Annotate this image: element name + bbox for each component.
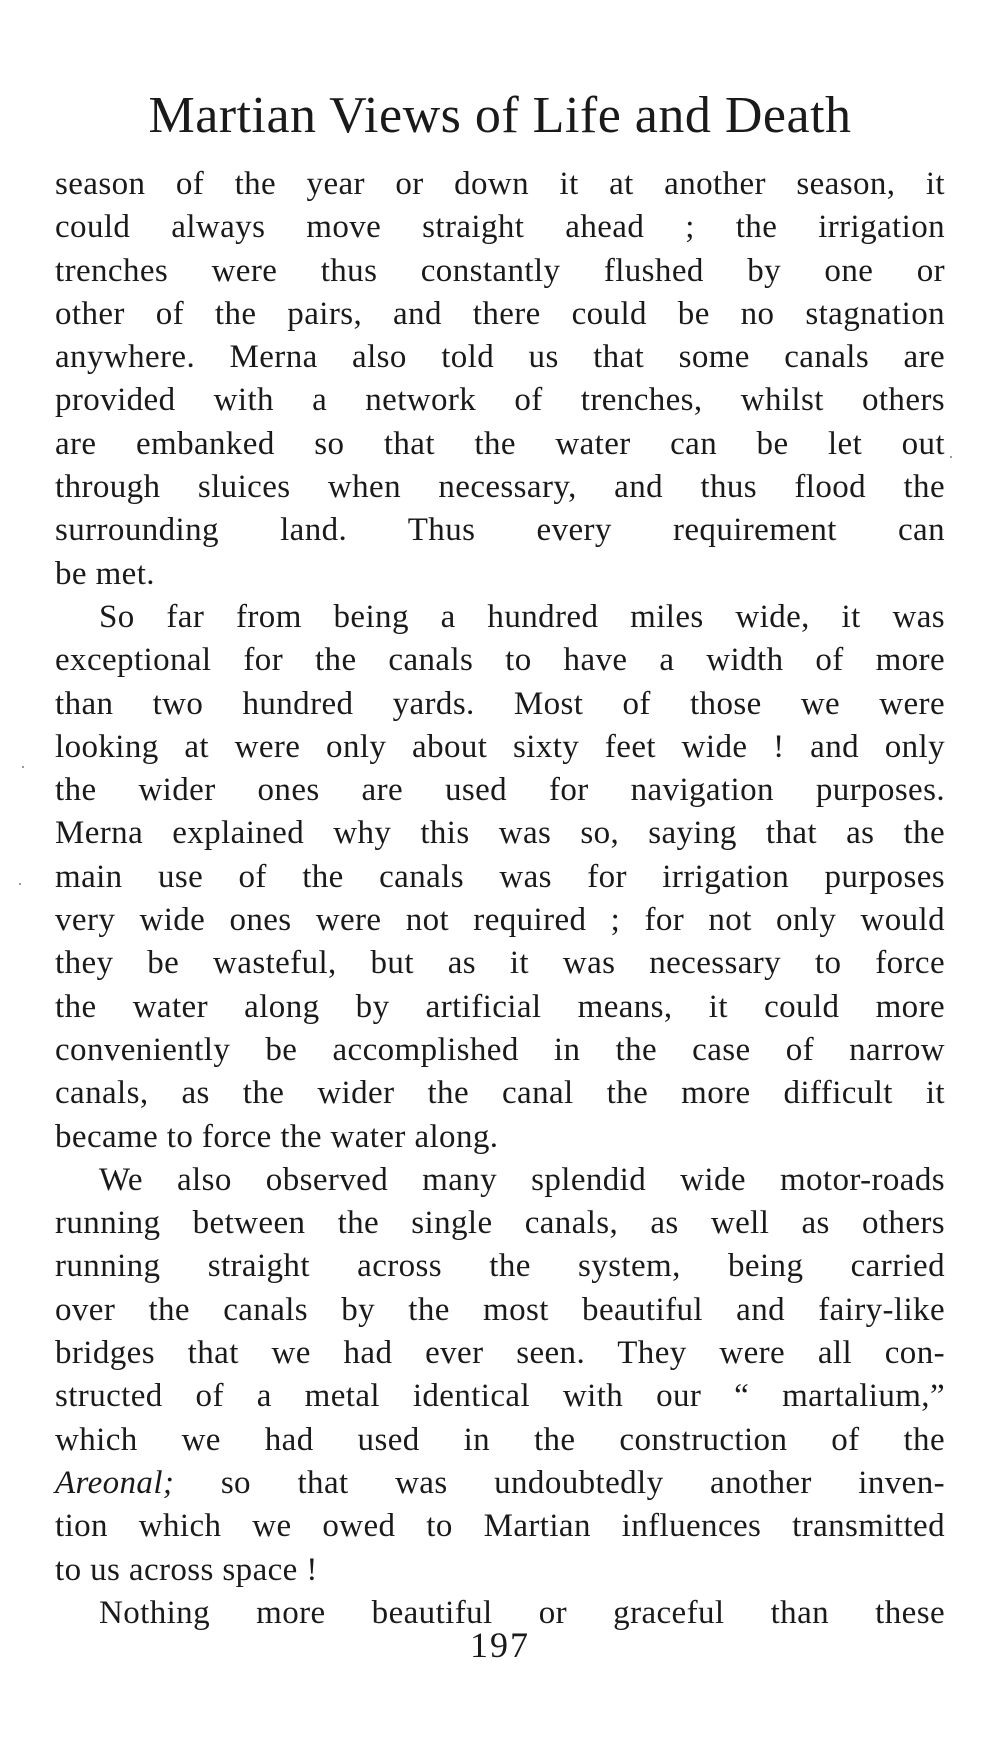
text-line: bridges that we had ever seen. They were all con- <box>55 1335 945 1372</box>
text-line: running straight across the system, being carried <box>55 1248 945 1285</box>
paragraph <box>55 596 945 1159</box>
ship-name: Areonal; <box>55 1464 175 1501</box>
text-line: conveniently be accomplished in the case of narrow <box>55 1031 945 1068</box>
text-line: Merna explained why this was so, saying that as the <box>55 815 945 852</box>
text-line: through sluices when necessary, and thus flood the <box>55 469 945 506</box>
text-line: are embanked so that the water can be let out <box>55 425 945 462</box>
text-line: surrounding land. Thus every requirement can <box>55 512 945 549</box>
body-text <box>55 163 945 1635</box>
page-number: 197 <box>470 1625 530 1665</box>
text-line: season of the year or down it at another season, it <box>55 166 945 202</box>
text-line: became to force the water along. <box>55 1118 499 1155</box>
text-line: to us across space ! <box>55 1551 318 1588</box>
text-line: running between the single canals, as well as others <box>55 1205 945 1242</box>
text-line: which we had used in the construction of the <box>55 1421 945 1458</box>
text-line <box>55 1462 945 1505</box>
scan-speck <box>22 766 24 768</box>
text-line: the wider ones are used for navigation purposes. <box>55 772 945 809</box>
text-line: tion which we owed to Martian influences transmitted <box>55 1508 945 1545</box>
text-line: be met. <box>55 555 155 592</box>
text-line: So far from being a hundred miles wide, it was <box>99 598 945 635</box>
text-line: provided with a network of trenches, whilst others <box>55 382 945 419</box>
text-line: the water along by artificial means, it could more <box>55 988 945 1025</box>
text-fragment: so that was undoubtedly another inven- <box>220 1464 945 1501</box>
text-line: Nothing more beautiful or graceful than these <box>99 1594 945 1631</box>
text-line: main use of the canals was for irrigation purposes <box>55 858 945 895</box>
text-line: than two hundred yards. Most of those we were <box>55 685 945 722</box>
text-line: over the canals by the most beautiful and fairy-like <box>55 1291 945 1328</box>
text-line: trenches were thus constantly flushed by one or <box>55 252 945 289</box>
text-line: other of the pairs, and there could be no stagnation <box>55 295 945 332</box>
text-line: could always move straight ahead ; the irrigation <box>55 209 945 246</box>
running-head-title: Martian Views of Life and Death <box>148 87 852 144</box>
paragraph <box>55 1159 945 1592</box>
text-line: structed of a metal identical with our “ martalium,” <box>55 1378 945 1415</box>
text-line: looking at were only about sixty feet wide ! and only <box>55 728 945 765</box>
paragraph <box>55 163 945 596</box>
scan-speck <box>19 883 21 885</box>
text-line: exceptional for the canals to have a width of more <box>55 642 945 679</box>
scan-speck <box>950 456 952 458</box>
text-line: We also observed many splendid wide motor-roads <box>99 1161 945 1198</box>
text-line: very wide ones were not required ; for not only would <box>55 902 945 939</box>
text-line: they be wasteful, but as it was necessary to force <box>55 945 945 982</box>
text-line: anywhere. Merna also told us that some canals are <box>55 339 945 376</box>
text-line: canals, as the wider the canal the more difficult it <box>55 1075 945 1112</box>
